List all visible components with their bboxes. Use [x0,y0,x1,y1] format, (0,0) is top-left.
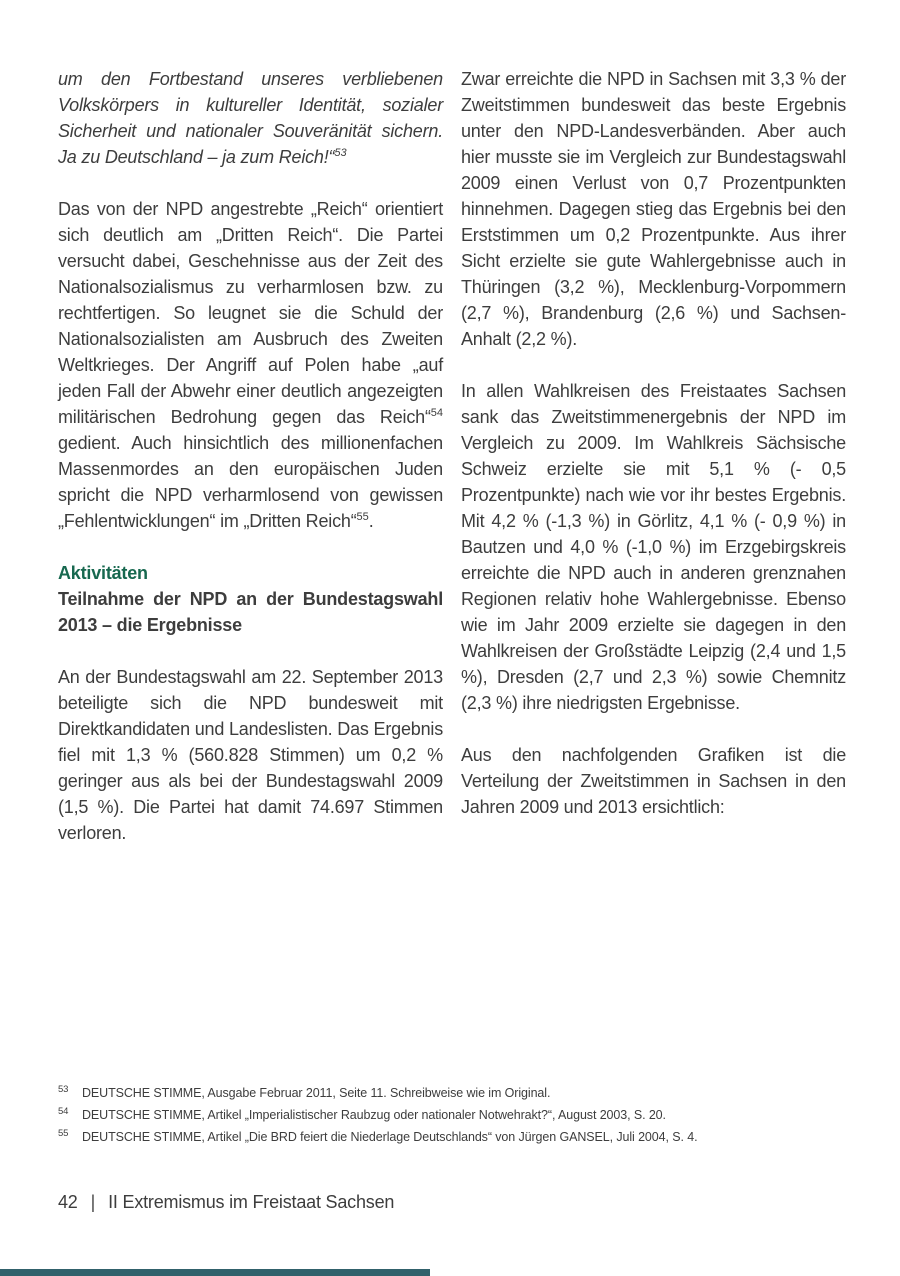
footnote-reference: 54 [430,407,443,419]
section-heading: Aktivitäten [58,563,148,583]
footnote [58,1104,828,1126]
left-column [58,66,443,872]
footer-section-title: II Extremismus im Freistaat Sachsen [108,1192,395,1212]
footnote-area [58,1082,828,1148]
footnote-text: DEUTSCHE STIMME, Artikel „Die BRD feiert die Niederlage Deutschlands“ von Jürgen GANSEL, Juli 2004, S. 4. [82,1130,698,1144]
footnote [58,1126,828,1148]
footnote-reference: 55 [356,511,369,523]
footnote-number: 55 [58,1128,69,1139]
page-number: 42 [58,1192,78,1212]
body-paragraph: An der Bundestagswahl am 22. September 2013 beteiligte sich die NPD bundesweit mit Direktkandidaten und Landeslisten. Das Ergebnis fiel mit 1,3 % (560.828 Stimmen) um 0,2 % geringer aus als bei der Bundestagswahl 2009 (1,5 %). Die Partei hat damit 74.697 Stimmen verloren. [58,667,443,843]
footnote-number: 53 [58,1084,69,1095]
body-paragraph: In allen Wahlkreisen des Freistaates Sachsen sank das Zweitstimmenergebnis der NPD im Vergleich zu 2009. Im Wahlkreis Sächsische Schweiz erzielte sie mit 5,1 % (- 0,5 Prozentpunkte) nach wie vor ihr bestes Ergebnis. Mit 4,2 % (-1,3 %) in Görlitz, 4,1 % (- 0,9 %) in Bautzen und 4,0 % (-1,0 %) im Erzgebirgskreis erreichte die NPD auch in anderen grenznahen Regionen relativ hohe Wahlergebnisse. Ebenso wie im Jahr 2009 erzielte sie dagegen in den Wahlkreisen der Großstädte Leipzig (2,4 und 1,5 %), Dresden (2,7 und 2,3 %) sowie Chemnitz (2,3 %) ihre niedrigsten Ergebnisse. [461,381,846,713]
footnote-reference: 53 [334,147,347,159]
right-column [461,66,846,872]
bottom-accent-bar [0,1269,430,1276]
quote-paragraph: um den Fortbestand unseres verbliebenen Volkskörpers in kultureller Identität, sozialer Sicherheit und nationaler Souveränität sichern. Ja zu Deutschland – ja zum Reich!“$^{53}$ [58,69,443,167]
footnote-text: DEUTSCHE STIMME, Artikel „Imperialistischer Raubzug oder nationaler Notwehrakt?“, August 2003, S. 20. [82,1108,666,1122]
two-column-text [58,66,846,872]
body-paragraph: Aus den nachfolgenden Grafiken ist die Verteilung der Zweitstimmen in Sachsen in den Jahren 2009 und 2013 ersichtlich: [461,745,846,817]
body-paragraph: Zwar erreichte die NPD in Sachsen mit 3,3 % der Zweitstimmen bundesweit das beste Ergebnis unter den NPD-Landesverbänden. Aber auch hier musste sie im Vergleich zur Bundestagswahl 2009 einen Verlust von 0,7 Prozentpunkten hinnehmen. Dagegen stieg das Ergebnis bei den Erststimmen um 0,2 Prozentpunkte. Aus ihrer Sicht erzielte sie gute Wahlergebnisse auch in Thüringen (3,2 %), Mecklenburg-Vorpommern (2,7 %), Brandenburg (2,6 %) und Sachsen-Anhalt (2,2 %). [461,69,846,349]
footnote-number: 54 [58,1106,69,1117]
footer-separator: | [90,1192,96,1212]
footnote [58,1082,828,1104]
subsection-heading: Teilnahme der NPD an der Bundestagswahl 2013 – die Ergebnisse [58,589,443,635]
page-footer [58,1190,394,1214]
body-paragraph: Das von der NPD angestrebte „Reich“ orientiert sich deutlich am „Dritten Reich“. Die Partei versucht dabei, Geschehnisse aus der Zeit des Nationalsozialismus zu verharmlosen bzw. zu rechtfertigen. So leugnet sie die Schuld der Nationalsozialisten am Ausbruch des Zweiten Weltkrieges. Der Angriff auf Polen habe „auf jeden Fall der Abwehr einer deutlich angezeigten militärischen Bedrohung gegen das Reich“$^{54}$ gedient. Auch hinsichtlich des millionenfachen Massenmordes an den europäischen Juden spricht die NPD verharmlosend von gewissen „Fehlentwicklungen“ im „Dritten Reich“$^{55}$. [58,199,443,531]
footnote-text: DEUTSCHE STIMME, Ausgabe Februar 2011, Seite 11. Schreibweise wie im Original. [82,1086,551,1100]
